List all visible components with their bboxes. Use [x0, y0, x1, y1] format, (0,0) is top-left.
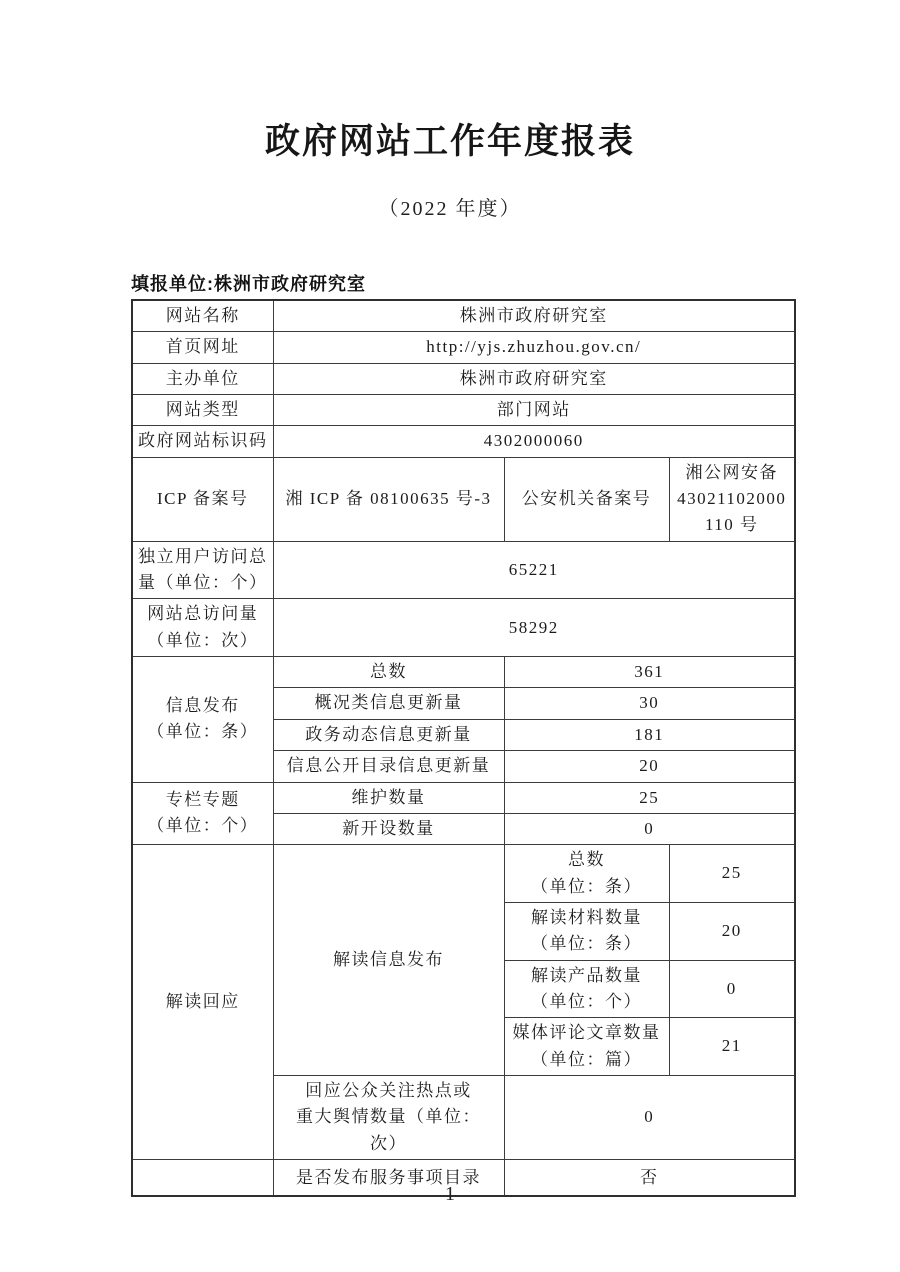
reporting-unit: 填报单位:株洲市政府研究室	[131, 274, 366, 294]
site-name-label: 网站名称	[132, 300, 273, 332]
interpretation-total-label: 总数 （单位：条）	[504, 845, 669, 903]
table-row	[132, 395, 795, 426]
interpretation-media-value: 21	[669, 1018, 795, 1076]
interpretation-label: 解读回应	[132, 845, 273, 1160]
hotspot-label: 回应公众关注热点或 重大舆情数量（单位： 次）	[273, 1075, 504, 1159]
home-url-label: 首页网址	[132, 332, 273, 363]
organizer-label: 主办单位	[132, 363, 273, 394]
info-publish-dynamic-label: 政务动态信息更新量	[273, 719, 504, 750]
table-row	[132, 782, 795, 813]
page-number: 1	[445, 1183, 455, 1205]
table-row	[132, 845, 795, 903]
page-title: 政府网站工作年度报表	[264, 122, 635, 161]
site-id-label: 政府网站标识码	[132, 426, 273, 457]
interpretation-product-value: 0	[669, 960, 795, 1018]
total-visits-value: 58292	[273, 599, 795, 657]
organizer-value: 株洲市政府研究室	[273, 363, 795, 394]
info-publish-overview-value: 30	[504, 688, 795, 719]
site-type-label: 网站类型	[132, 395, 273, 426]
service-catalog-label: 是否发布服务事项目录	[273, 1159, 504, 1196]
icp-label: ICP 备案号	[132, 457, 273, 541]
table-row	[132, 300, 795, 332]
interpretation-media-label: 媒体评论文章数量 （单位：篇）	[504, 1018, 669, 1076]
interpretation-product-label: 解读产品数量 （单位：个）	[504, 960, 669, 1018]
icp-value: 湘 ICP 备 08100635 号-3	[273, 457, 504, 541]
table-row	[132, 332, 795, 363]
special-columns-maintain-label: 维护数量	[273, 782, 504, 813]
info-publish-overview-label: 概况类信息更新量	[273, 688, 504, 719]
interpretation-publish-label: 解读信息发布	[273, 845, 504, 1076]
table-row	[132, 457, 795, 541]
interpretation-total-value: 25	[669, 845, 795, 903]
unique-visitors-value: 65221	[273, 541, 795, 599]
police-filing-label: 公安机关备案号	[504, 457, 669, 541]
special-columns-new-value: 0	[504, 813, 795, 844]
info-publish-dynamic-value: 181	[504, 719, 795, 750]
info-publish-catalog-label: 信息公开目录信息更新量	[273, 751, 504, 782]
special-columns-label: 专栏专题 （单位：个）	[132, 782, 273, 845]
info-publish-total-value: 361	[504, 657, 795, 688]
table-row	[132, 657, 795, 688]
site-id-value: 4302000060	[273, 426, 795, 457]
service-catalog-value: 否	[504, 1159, 795, 1196]
page-subtitle: （2022 年度）	[378, 198, 522, 220]
table-row	[132, 363, 795, 394]
info-publish-catalog-value: 20	[504, 751, 795, 782]
info-publish-total-label: 总数	[273, 657, 504, 688]
police-filing-value: 湘公网安备 43021102000 110 号	[669, 457, 795, 541]
special-columns-new-label: 新开设数量	[273, 813, 504, 844]
info-publish-label: 信息发布 （单位：条）	[132, 657, 273, 782]
home-url-value: http://yjs.zhuzhou.gov.cn/	[273, 332, 795, 363]
site-type-value: 部门网站	[273, 395, 795, 426]
hotspot-value: 0	[504, 1075, 795, 1159]
table-row	[132, 426, 795, 457]
interpretation-material-value: 20	[669, 902, 795, 960]
unique-visitors-label: 独立用户访问总 量（单位：个）	[132, 541, 273, 599]
report-table	[131, 299, 796, 1197]
total-visits-label: 网站总访问量 （单位：次）	[132, 599, 273, 657]
site-name-value: 株洲市政府研究室	[273, 300, 795, 332]
special-columns-maintain-value: 25	[504, 782, 795, 813]
interpretation-material-label: 解读材料数量 （单位：条）	[504, 902, 669, 960]
table-row	[132, 599, 795, 657]
table-row	[132, 541, 795, 599]
